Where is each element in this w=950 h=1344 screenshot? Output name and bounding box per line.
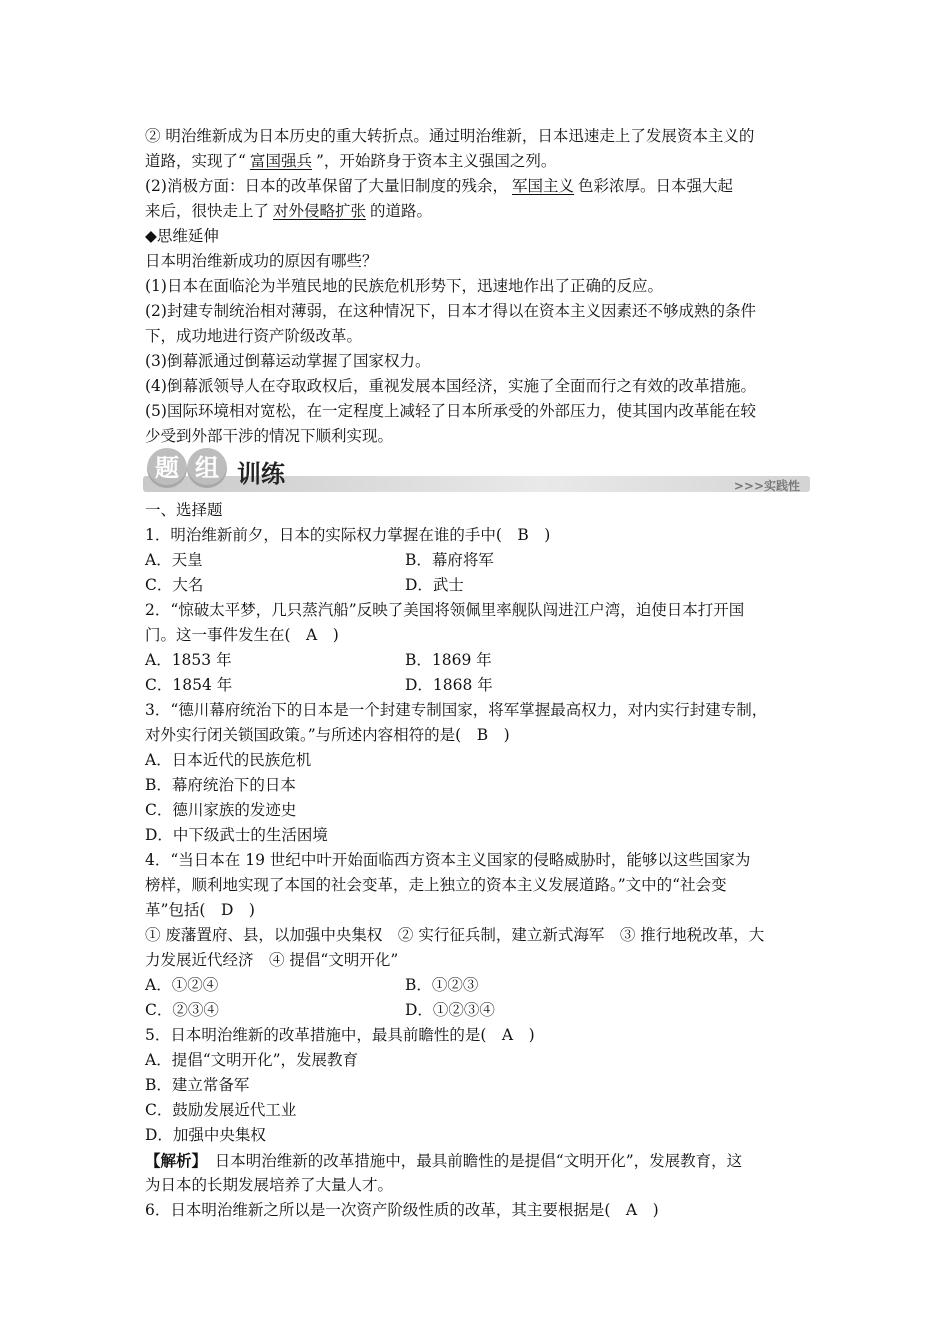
option-row <box>145 998 825 1023</box>
question-text: 5．日本明治维新的改革措施中，最具前瞻性的是( A ) <box>145 1026 535 1044</box>
option: B．幕府将军 <box>405 551 494 569</box>
option: D．1868 年 <box>405 676 493 694</box>
text-line: (4)倒幕派领导人在夺取政权后，重视发展本国经济，实施了全面而行之有效的改革措施。 <box>145 377 756 395</box>
option: A．提倡“文明开化”，发展教育 <box>145 1051 359 1069</box>
question-text: 4．“当日本在 19 世纪中叶开始面临西方资本主义国家的侵略威胁时，能够以这些国家为 <box>145 851 751 869</box>
text-segment: (2)消极方面：日本的改革保留了大量旧制度的残余， <box>145 177 508 195</box>
option: B．1869 年 <box>405 651 492 669</box>
question-text: 6．日本明治维新之所以是一次资产阶级性质的改革，其主要根据是( A ) <box>145 1201 659 1219</box>
option: B．幕府统治下的日本 <box>145 776 296 794</box>
option: D．武士 <box>405 576 464 594</box>
text-line <box>145 174 825 199</box>
text-segment: 日本明治维新的改革措施中，最具前瞻性的是提倡“文明开化”，发展教育，这 <box>199 1152 743 1170</box>
text-line <box>145 149 825 174</box>
option: C．德川家族的发迹史 <box>145 801 297 819</box>
text-line: (5)国际环境相对宽松，在一定程度上减轻了日本所承受的外部压力，使其国内改革能在较 <box>145 402 756 420</box>
option: A．1853 年 <box>145 651 232 669</box>
text-line: (2)封建专制统治相对薄弱，在这种情况下，日本才得以在资本主义因素还不够成熟的条件 <box>145 302 756 320</box>
question-text: 革”包括( D ) <box>145 901 255 919</box>
question-text: 1．明治维新前夕，日本的实际权力掌握在谁的手中( B ) <box>145 526 551 544</box>
option: B．①②③ <box>405 976 479 994</box>
text-segment: 色彩浓厚。日本强大起 <box>577 177 733 195</box>
explanation-line: 为日本的长期发展培养了大量人才。 <box>145 1176 394 1194</box>
option: C．1854 年 <box>145 676 233 694</box>
question-text: 榜样，顺利地实现了本国的社会变革，走上独立的资本主义发展道路。”文中的“社会变 <box>145 876 727 894</box>
text-segment: ”，开始跻身于资本主义强国之列。 <box>315 152 557 170</box>
option: A．日本近代的民族危机 <box>145 751 312 769</box>
option: C．②③④ <box>145 1001 219 1019</box>
question-text: ① 废藩置府、县，以加强中央集权 ② 实行征兵制，建立新式海军 ③ 推行地税改革，大 <box>145 926 765 944</box>
option: D．中下级武士的生活困境 <box>145 826 328 844</box>
question-text: 日本明治维新成功的原因有哪些？ <box>145 252 378 270</box>
option: D．加强中央集权 <box>145 1126 266 1144</box>
option-row <box>145 673 825 698</box>
banner-tag: >>>实践性 <box>733 479 800 493</box>
banner-char: 组 <box>187 448 227 488</box>
banner-char: 题 <box>147 448 187 488</box>
option: A．天皇 <box>145 551 203 569</box>
option-row <box>145 973 825 998</box>
text-line: (3)倒幕派通过倒幕运动掌握了国家权力。 <box>145 352 431 370</box>
option: C．大名 <box>145 576 204 594</box>
option-row <box>145 573 825 598</box>
text-line: 少受到外部干涉的情况下顺利实现。 <box>145 427 394 445</box>
option: B．建立常备军 <box>145 1076 250 1094</box>
text-segment: 来后，很快走上了 <box>145 202 270 220</box>
option-row <box>145 648 825 673</box>
question-text: 2．“惊破太平梦，几只蒸汽船”反映了美国将领佩里率舰队闯进江户湾，迫使日本打开国 <box>145 601 745 619</box>
section-heading: ◆思维延伸 <box>145 227 219 245</box>
section-banner <box>143 448 810 496</box>
answer-blank: 富国强兵 <box>249 152 312 170</box>
option: A．①②④ <box>145 976 219 994</box>
option: D．①②③④ <box>405 1001 495 1019</box>
text-segment: 道路，实现了“ <box>145 152 246 170</box>
answer-blank: 军国主义 <box>511 177 574 195</box>
banner-title: 训练 <box>237 460 285 488</box>
question-text: 3．“德川幕府统治下的日本是一个封建专制国家，将军掌握最高权力，对内实行封建专制， <box>145 701 768 719</box>
question-text: 对外实行闭关锁国政策。”与所述内容相符的是( B ) <box>145 726 510 744</box>
text-segment: 的道路。 <box>370 202 433 220</box>
text-line: (1)日本在面临沦为半殖民地的民族危机形势下，迅速地作出了正确的反应。 <box>145 277 663 295</box>
answer-blank: 对外侵略扩张 <box>273 202 367 220</box>
question-text: 门。这一事件发生在( A ) <box>145 626 339 644</box>
text-line: 下，成功地进行资产阶级改革。 <box>145 327 363 345</box>
text-line: ② 明治维新成为日本历史的重大转折点。通过明治维新，日本迅速走上了发展资本主义的 <box>145 127 755 145</box>
section-title: 一、选择题 <box>145 501 223 519</box>
option-row <box>145 548 825 573</box>
explanation-label: 【解析】 <box>145 1151 200 1170</box>
text-line <box>145 199 825 224</box>
explanation-line <box>145 1148 825 1174</box>
question-text: 力发展近代经济 ④ 提倡“文明开化” <box>145 951 399 969</box>
option: C．鼓励发展近代工业 <box>145 1101 297 1119</box>
